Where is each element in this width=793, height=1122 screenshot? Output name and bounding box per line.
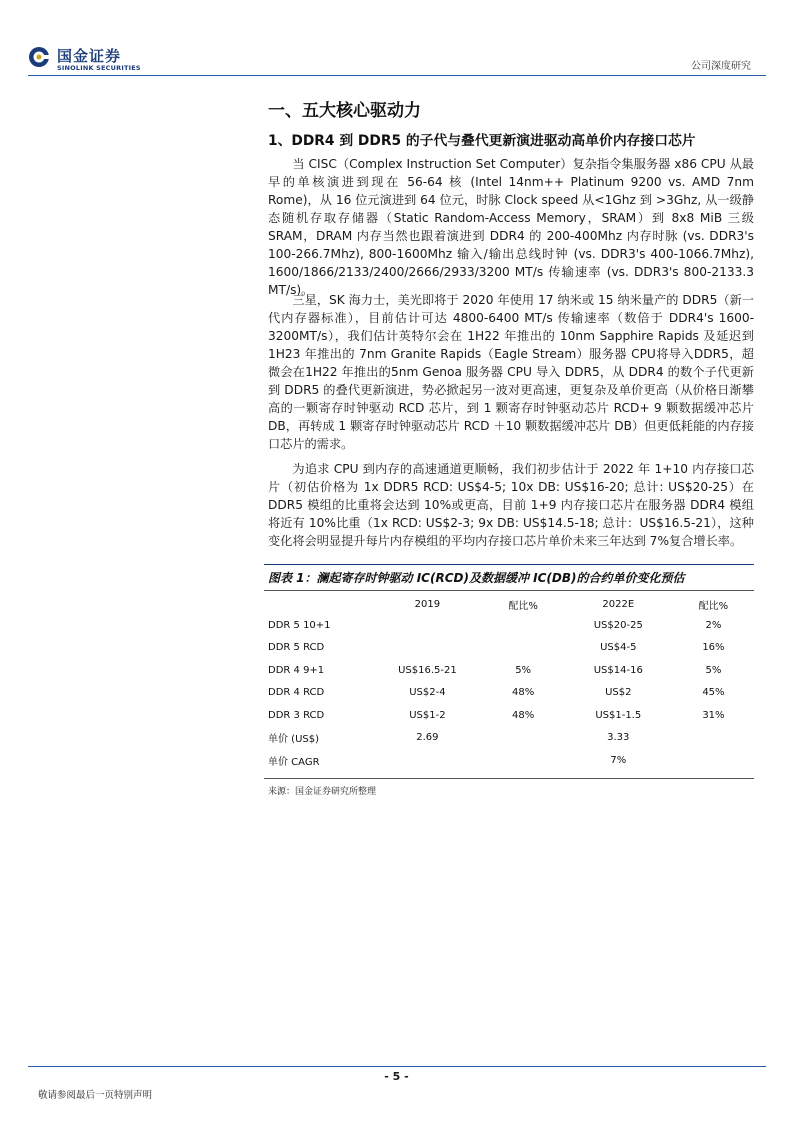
table-cell: 5% <box>515 664 532 676</box>
header-divider <box>28 75 766 76</box>
table-cell: 31% <box>702 709 725 721</box>
table-cell: US$4-5 <box>600 642 637 654</box>
body-paragraph: 为追求 CPU 到内存的高速通道更顺畅，我们初步估计于 2022 年 1+10 内存接口芯片（初估价格为 1x DDR5 RCD: US$4-5; 10x DB: US$16-20; 总计: US$20-25）在 DDR5 模组的比重将会达到 10%或更高，目前 1+9 内存接口芯片在服务器 DDR4 模组将近有 10%比重（1x RCD: US$2-3; 9x DB: US$14.5-18; 总计：US$16.5-21），这种变化将会明显提升每片内存模组的平均内存接口芯片单价未来三年达到 7%复合增长率。 <box>268 462 754 548</box>
table-cell: DDR 4 9+1 <box>268 664 325 676</box>
body-paragraph: 三星，SK 海力士，美光即将于 2020 年使用 17 纳米或 15 纳米量产的 DDR5（新一代内存器标准），目前估计可达 4800-6400 MT/s 传输速率（数倍于 DDR4's 1600-3200MT/s），我们估计英特尔会在 1H22 年推出的 10nm Sapphire Rapids 及延迟到 1H23 年推出的 7nm Granite Rapids（Eagle Stream）服务器 CPU将导入DDR5，超微会在1H22 年推出的5nm Genoa 服务器 CPU 导入 DDR5，从 DDR4 的数个子代更新到 DDR5 的叠代更新演进，势必掀起另一波对更高速，更复杂及单价更高（从价格日渐攀高的一颗寄存时钟驱动 RCD 芯片，到 1 颗寄存时钟驱动芯片 RCD+ 9 颗数据缓冲芯片 DB，再转成 1 颗寄存时钟驱动芯片 RCD ＋10 颗数据缓冲芯片 DB）但更低耗能的内存接口芯片的需求。 <box>268 293 754 451</box>
table-cell <box>483 614 564 637</box>
table-cell: US$2-4 <box>409 687 446 699</box>
figure-top-rule <box>264 564 754 565</box>
table-row <box>264 749 754 772</box>
table-cell <box>483 749 564 772</box>
table-cell: US$14-16 <box>593 664 643 676</box>
table-cell: US$2 <box>605 687 632 699</box>
brand-name-en: SINOLINK SECURITIES <box>57 64 141 72</box>
table-cell <box>673 727 754 750</box>
brand-name: 国金证券 <box>57 47 122 65</box>
table-row <box>264 614 754 637</box>
table-cell: 16% <box>702 642 725 654</box>
table-header-cell: 2022E <box>602 598 635 610</box>
document-type: 公司深度研究 <box>691 61 751 72</box>
table-header-row <box>264 594 754 614</box>
footer-divider <box>28 1066 766 1067</box>
table-row <box>264 727 754 750</box>
table-cell: 48% <box>512 709 535 721</box>
section-subtitle: 1、DDR4 到 DDR5 的子代与叠代更新演进驱动高单价内存接口芯片 <box>268 133 696 149</box>
body-paragraph: 当 CISC（Complex Instruction Set Computer）复杂指令集服务器 x86 CPU 从最早的单核演进到现在 56-64 核 (Intel 14nm++ Platinum 9200 vs. AMD 7nm Rome)，从 16 位元演进到 64 位元，时脉 Clock speed 从<1Ghz 到 >3Ghz, 从一级静态随机存取存储器（Static Random-Access Memory，SRAM）到 8x8 MiB 三级 SRAM，DRAM 内存当然也跟着演进到 DDR4 的 200-400Mhz 内存时脉 (vs. DDR3's 100-266.7Mhz), 800-1600Mhz 输入/输出总线时钟 (vs. DDR3's 400-1066.7Mhz), 1600/1866/2133/2400/2666/2933/3200 MT/s 传输速率 (vs. DDR3's 800-2133.3 MT/s)。 <box>268 157 754 297</box>
table-header-cell: 配比% <box>508 600 538 612</box>
table-header-cell <box>264 594 372 614</box>
table-cell: 48% <box>512 687 535 699</box>
table-cell: DDR 5 10+1 <box>268 619 331 631</box>
section-title: 一、五大核心驱动力 <box>268 101 421 121</box>
table-cell <box>483 637 564 660</box>
table-header-cell: 配比% <box>698 600 729 612</box>
table-row <box>264 704 754 727</box>
table-cell: 45% <box>702 687 725 699</box>
table-cell <box>673 749 754 772</box>
table-row <box>264 637 754 660</box>
table-cell <box>483 727 564 750</box>
table-cell <box>372 637 482 660</box>
table-cell: 7% <box>610 754 627 766</box>
table-cell: US$16.5-21 <box>398 664 457 676</box>
disclaimer-note: 敬请参阅最后一页特别声明 <box>38 1090 153 1101</box>
table-cell: 单价 CAGR <box>268 756 320 768</box>
price-table <box>264 594 754 772</box>
sinolink-logo-icon <box>28 46 50 68</box>
table-cell: US$20-25 <box>593 619 643 631</box>
page-number: - 5 - <box>384 1070 409 1083</box>
table-cell: 单价 (US$) <box>268 734 320 746</box>
table-row <box>264 659 754 682</box>
table-cell: 2% <box>705 619 722 631</box>
table-cell: 5% <box>705 664 722 676</box>
table-cell <box>372 749 482 772</box>
table-cell: DDR 4 RCD <box>268 687 325 699</box>
figure-bottom-rule <box>264 778 754 779</box>
table-cell: 2.69 <box>416 732 439 744</box>
table-cell: US$1-2 <box>409 709 446 721</box>
table-header-cell: 2019 <box>414 598 441 610</box>
figure-title-rule <box>264 590 754 591</box>
table-cell: DDR 3 RCD <box>268 709 325 721</box>
table-cell: DDR 5 RCD <box>268 642 325 654</box>
figure-source: 来源：国金证券研究所整理 <box>268 787 377 797</box>
table-row <box>264 682 754 705</box>
figure-title: 图表 1：澜起寄存时钟驱动 IC(RCD)及数据缓冲 IC(DB)的合约单价变化预估 <box>268 571 685 585</box>
table-cell: 3.33 <box>607 732 630 744</box>
table-cell <box>372 614 482 637</box>
table-cell: US$1-1.5 <box>595 709 642 721</box>
